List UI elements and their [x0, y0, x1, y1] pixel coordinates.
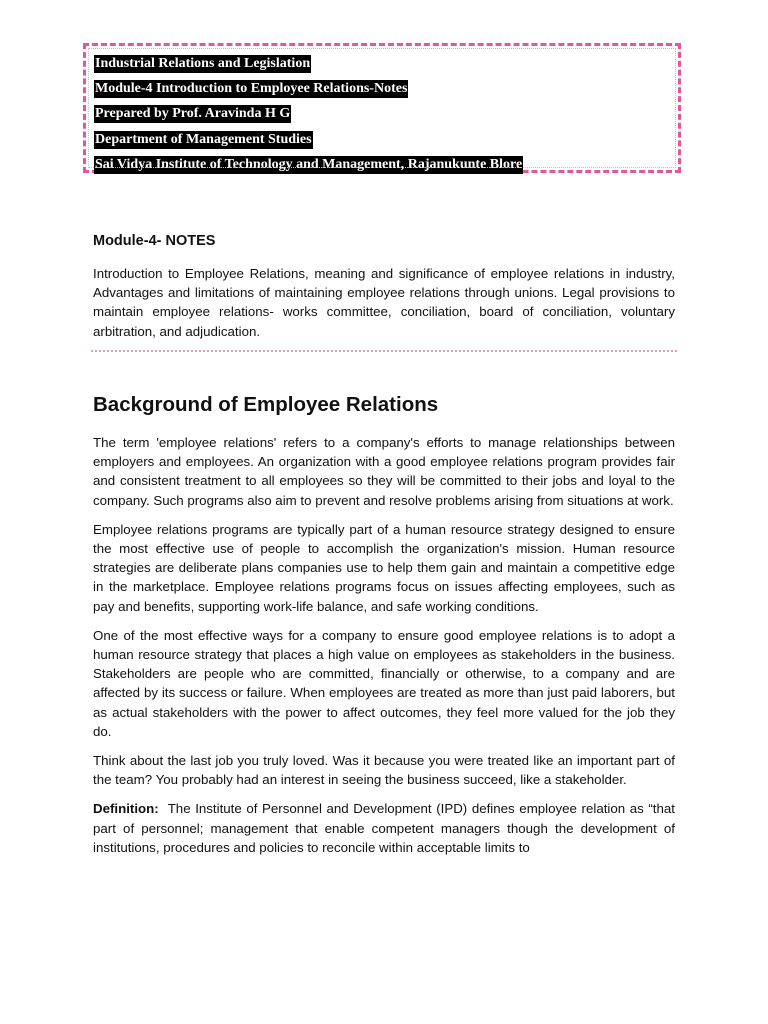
definition-label: Definition: [93, 801, 159, 817]
header-line [94, 126, 670, 151]
header-line [94, 50, 670, 75]
section-divider [91, 350, 677, 352]
institute-line: Sai Vidya Institute of Technology and Management, Rajanukunte Blore [95, 156, 523, 172]
body-paragraph: Think about the last job you truly loved. Was it because you were treated like an important part of the team? You probably had an interest in seeing the business succeed, like a stakeholder. [93, 753, 675, 788]
course-title: Industrial Relations and Legislation [95, 56, 311, 71]
department-line: Department of Management Studies [95, 131, 312, 147]
author-line: Prepared by Prof. Aravinda H G [95, 106, 291, 122]
title-block [83, 43, 681, 173]
section-title: Background of Employee Relations [93, 393, 439, 416]
definition-text: The Institute of Personnel and Development (IPD) defines employee relation as “that part of personnel; management that enable competent managers though the development of institutions, procedures and policies to reconcile within acceptable limits to [93, 801, 675, 855]
header-line [94, 75, 670, 100]
header-line [94, 151, 670, 176]
body-paragraph: One of the most effective ways for a company to ensure good employee relations is to adopt a human resource strategy that places a high value on employees as stakeholders in the business. Stakeholders are people who are committed, financially or otherwise, to a company and are affected by its success or failure. When employees are treated as more than just paid laborers, but as actual stakeholders with the power to affect outcomes, they feel more valued for the job they do. [93, 627, 675, 739]
module-notes-heading: Module-4- NOTES [93, 233, 216, 249]
definition-paragraph [93, 799, 675, 857]
notes-intro-paragraph: Introduction to Employee Relations, meaning and significance of employee relations in industry, Advantages and limitations of maintaining employee relations through unions. Legal provisions to maintain employee relations- works committee, conciliation, board of conciliation, voluntary arbitration, and adjudication. [93, 266, 675, 339]
header-line [94, 100, 670, 125]
module-title: Module-4 Introduction to Employee Relations-Notes [95, 81, 408, 97]
section-body [93, 433, 675, 867]
body-paragraph: Employee relations programs are typically part of a human resource strategy designed to ensure the most effective use of people to accomplish the organization's mission. Human resource strategies are deliberate plans companies use to help them gain and maintain a competitive edge in the marketplace. Employee relations programs focus on issues affecting employees, such as pay and benefits, supporting work-life balance, and safe working conditions. [93, 521, 675, 614]
body-paragraph: The term 'employee relations' refers to a company's efforts to manage relationships between employers and employees. An organization with a good employee relations program provides fair and consistent treatment to all employees so they will be committed to their jobs and loyal to the company. Such programs also aim to prevent and resolve problems arising from situations at work. [93, 435, 675, 508]
